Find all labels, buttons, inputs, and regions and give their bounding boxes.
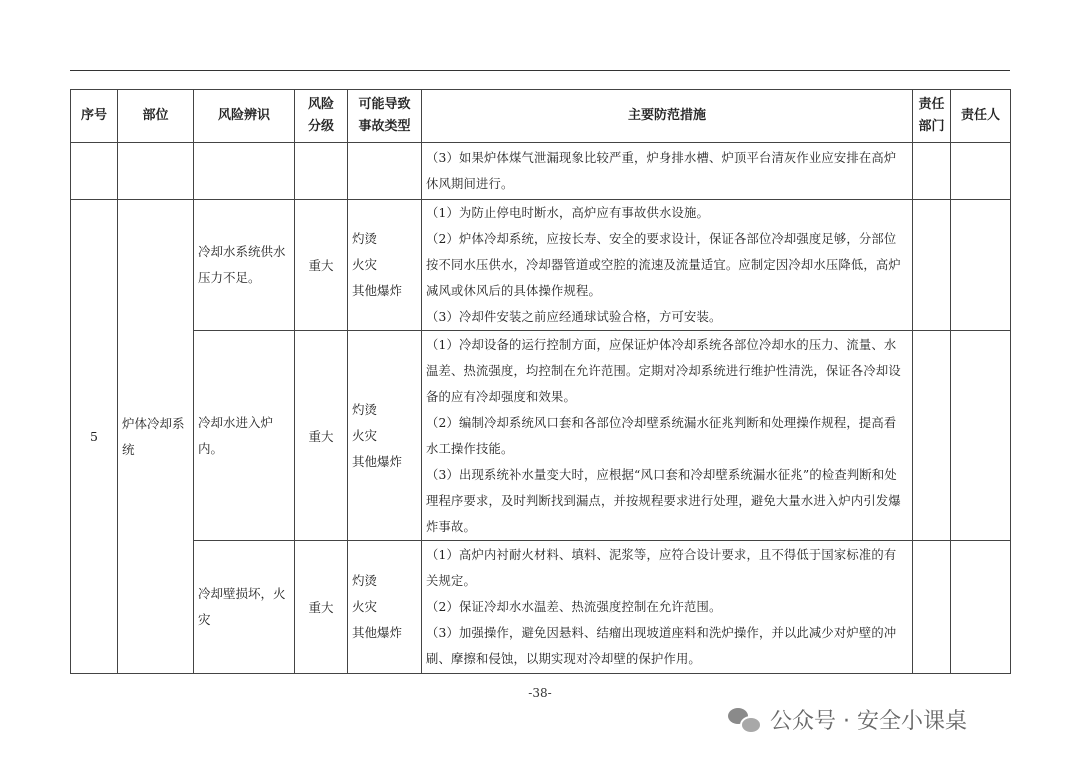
header-measures: 主要防范措施 [422, 90, 913, 143]
cell-level [295, 143, 348, 200]
table-row [71, 200, 1011, 331]
cell-accident-types [348, 143, 422, 200]
cell-accident-types: 灼烫 火灾 其他爆炸 [348, 200, 422, 331]
measure-item: （1）为防止停电时断水，高炉应有事故供水设施。 [426, 206, 709, 220]
cell-accident-types: 灼烫 火灾 其他爆炸 [348, 331, 422, 541]
cell-measures [422, 200, 913, 331]
cell-person [951, 200, 1011, 331]
cell-part [118, 143, 194, 200]
wechat-icon [728, 706, 762, 734]
page-top-rule [70, 70, 1010, 71]
cell-measures [422, 541, 913, 674]
measure-item: （3）如果炉体煤气泄漏现象比较严重，炉身排水槽、炉顶平台清灰作业应安排在高炉休风期间进行。 [426, 151, 897, 191]
table-row [71, 331, 1011, 541]
measure-item: （1）冷却设备的运行控制方面，应保证炉体冷却系统各部位冷却水的压力、流量、水温差、热流强度，均控制在允许范围。定期对冷却系统进行维护性清洗，保证各冷却设备的应有冷却强度和效果。 [426, 337, 901, 404]
page-number: -38- [528, 686, 552, 700]
table-header-row [71, 90, 1011, 143]
table-row [71, 541, 1011, 674]
cell-risk: 冷却水系统供水压力不足。 [194, 200, 295, 331]
header-level: 风险 分级 [295, 90, 348, 143]
measure-item: （2）保证冷却水水温差、热流强度控制在允许范围。 [426, 600, 722, 614]
header-accident-type: 可能导致 事故类型 [348, 90, 422, 143]
header-seq: 序号 [71, 90, 118, 143]
measure-item: （2）炉体冷却系统，应按长寿、安全的要求设计，保证各部位冷却强度足够，分部位按不同水压供水，冷却器管道或空腔的流速及流量适宜。应制定因冷却水压降低，高炉减风或休风后的具体操作规程。 [426, 232, 901, 298]
header-dept: 责任 部门 [913, 90, 951, 143]
cell-risk: 冷却水进入炉内。 [194, 331, 295, 541]
group-part: 炉体冷却系统 [118, 200, 194, 674]
cell-person [951, 143, 1011, 200]
header-risk: 风险辨识 [194, 90, 295, 143]
cell-measures [422, 331, 913, 541]
cell-level: 重大 [295, 331, 348, 541]
measure-item: （1）高炉内衬耐火材料、填料、泥浆等，应符合设计要求，且不得低于国家标准的有关规定。 [426, 548, 897, 588]
measure-item: （3）加强操作，避免因悬料、结瘤出现坡道座料和洗炉操作，并以此减少对炉壁的冲刷、摩擦和侵蚀，以期实现对冷却壁的保护作用。 [426, 626, 897, 666]
cell-measures [422, 143, 913, 200]
header-part: 部位 [118, 90, 194, 143]
watermark-text: 公众号 · 安全小课桌 [770, 709, 967, 734]
risk-table [70, 89, 1011, 674]
cell-level: 重大 [295, 541, 348, 674]
cell-risk: 冷却壁损坏，火灾 [194, 541, 295, 674]
cell-dept [913, 143, 951, 200]
header-person: 责任人 [951, 90, 1011, 143]
cell-person [951, 541, 1011, 674]
watermark [728, 704, 967, 735]
cell-dept [913, 200, 951, 331]
cell-risk [194, 143, 295, 200]
measure-item: （3）出现系统补水量变大时，应根据“风口套和冷却壁系统漏水征兆”的检查判断和处理程序要求，及时判断找到漏点，并按规程要求进行处理，避免大量水进入炉内引发爆炸事故。 [426, 467, 901, 534]
cell-seq [71, 143, 118, 200]
table-row [71, 143, 1011, 200]
cell-person [951, 331, 1011, 541]
cell-accident-types: 灼烫 火灾 其他爆炸 [348, 541, 422, 674]
measure-item: （2）编制冷却系统风口套和各部位冷却壁系统漏水征兆判断和处理操作规程，提高看水工操作技能。 [426, 415, 897, 456]
cell-dept [913, 331, 951, 541]
measure-item: （3）冷却件安装之前应经通球试验合格，方可安装。 [426, 310, 722, 324]
cell-level: 重大 [295, 200, 348, 331]
group-seq: 5 [71, 200, 118, 674]
cell-dept [913, 541, 951, 674]
